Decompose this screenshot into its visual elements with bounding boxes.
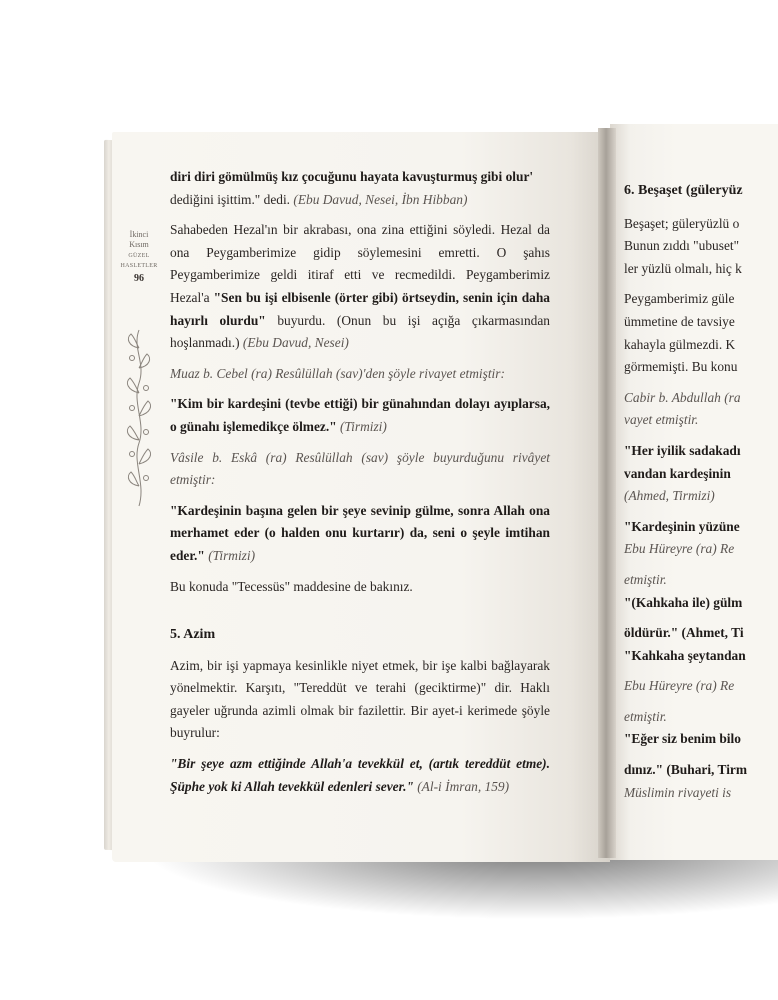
right-paragraph	[624, 622, 778, 667]
text-line: Peygamberimiz güle	[624, 291, 735, 307]
left-page-text	[170, 166, 550, 806]
hadith-quote: "Kardeşinin başına gelen bir şeye sevinip gülme, sonra Allah ona merhamet eder (o halden onu kurtarır) da, seni o şeyle imtihan eder."	[170, 502, 550, 563]
right-paragraph	[624, 706, 778, 751]
text-line: Ebu Hüreyre (ra) Re	[624, 541, 735, 557]
section-heading: 5. Azim	[170, 627, 216, 643]
source-citation: (Al-i İmran, 159)	[413, 778, 510, 794]
text-line: Beşaşet; güleryüzlü o	[624, 215, 740, 231]
side-section-label: GÜZEL	[128, 253, 150, 259]
text-line: etmiştir.	[624, 571, 667, 587]
right-paragraph	[624, 569, 778, 614]
text-line: ümmetine de tavsiye	[624, 313, 735, 329]
hadith-quote: "Kim bir kardeşini (tevbe ettiği) bir günahından dolayı ayıplarsa, o günahı işlemedikçe ölmez."	[170, 396, 550, 434]
right-paragraph	[624, 387, 778, 432]
text-line: öldürür." (Ahmet, Ti	[624, 625, 744, 641]
source-citation: (Ebu Davud, Nesei)	[242, 335, 349, 351]
narration-intro: Muaz b. Cebel (ra) Resûlüllah (sav)'den şöyle rivayet etmiştir:	[170, 365, 505, 381]
section-heading: 6. Beşaşet (güleryüz	[624, 183, 743, 198]
paragraph: Azim, bir işi yapmaya kesinlikle niyet etmek, bir işe kalbi bağlayarak yönelmektir. Karşıtı, "Tereddüt ve terahi (geciktirme)" dir. Haklı gayeler uğrunda azimli olmak bir fazilettir. Bir ayet-i kerimede şöyle buyrulur:	[170, 657, 550, 741]
right-paragraph	[624, 440, 778, 508]
text-line: "Kardeşinin yüzüne	[624, 518, 740, 534]
text-line: ler yüzlü olmalı, hiç k	[624, 260, 742, 276]
cross-reference: Bu konuda "Tecessüs" maddesine de bakınız.	[170, 578, 413, 594]
book-gutter	[598, 128, 616, 858]
source-citation: (Tirmizi)	[336, 418, 387, 434]
text-line: "Her iyilik sadakadı	[624, 442, 741, 458]
side-part-label: İkinci	[129, 230, 149, 239]
side-part-label-2: Kısım	[129, 240, 149, 249]
text-line: etmiştir.	[624, 708, 667, 724]
right-paragraph	[624, 213, 778, 281]
text-line: vayet etmiştir.	[624, 412, 699, 428]
verse-quote: "Bir şeye azm ettiğinde Allah'a tevekkül et, (artık tereddüt etme). Şüphe yok ki Allah tevekkül edenleri sever."	[170, 756, 550, 794]
text-line: "Kahkaha şeytandan	[624, 647, 746, 663]
body-text: dediğini işittim." dedi.	[170, 191, 294, 207]
right-lines	[624, 213, 778, 805]
text-line: Bunun zıddı "ubuset"	[624, 238, 740, 254]
paragraph	[170, 753, 550, 798]
paragraph	[170, 219, 550, 355]
source-citation: (Ebu Davud, Nesei, İbn Hibban)	[293, 191, 468, 207]
text-line: "(Kahkaha ile) gülm	[624, 594, 743, 610]
paragraph	[170, 166, 550, 211]
text-line: "Eğer siz benim bilo	[624, 731, 741, 747]
text-line: Cabir b. Abdullah (ra	[624, 389, 741, 405]
text-line: (Ahmed, Tirmizi)	[624, 488, 715, 504]
floral-ornament-icon	[122, 328, 156, 508]
paragraph	[170, 500, 550, 568]
text-line: vandan kardeşinin	[624, 465, 731, 481]
right-page-text	[624, 180, 778, 812]
right-paragraph	[624, 675, 778, 698]
text-line: kahayla gülmezdi. K	[624, 336, 736, 352]
narration-intro: Vâsile b. Eskâ (ra) Resûlüllah (sav) şöyle buyurduğunu rivâyet etmiştir:	[170, 449, 550, 488]
page-number: 96	[134, 273, 144, 284]
text-line: görmemişti. Bu konu	[624, 359, 738, 375]
right-paragraph	[624, 759, 778, 804]
text-line: Ebu Hüreyre (ra) Re	[624, 678, 735, 694]
text-line: Müslimin rivayeti is	[624, 784, 732, 800]
body-text: Sahabeden Hezal'ın bir akrabası, ona zina ettiğini söyledi. Hezal da ona Peygamberimize gidip söylemesini emretti. O şahıs Peygamberimize geldi itiraf etti ve recmedildi. Peygamberimiz Hezal'a	[170, 222, 550, 305]
body-text: buyurdu. (Onun bu işi açığa çıkarmasından hoşlanmadı.)	[170, 312, 550, 351]
hadith-quote: "Sen bu işi elbisenle (örter gibi) örtseydin, senin için daha hayırlı olurdu"	[170, 289, 550, 328]
hadith-quote: diri diri gömülmüş kız çocuğunu hayata kavuşturmuş gibi olur'	[170, 169, 534, 184]
right-paragraph	[624, 288, 778, 378]
text-line: dınız." (Buhari, Tirm	[624, 762, 748, 778]
side-section-label-2: HASLETLER	[120, 263, 158, 269]
source-citation: (Tirmizi)	[204, 547, 256, 563]
right-paragraph	[624, 516, 778, 561]
side-header	[118, 230, 160, 284]
paragraph	[170, 393, 550, 438]
